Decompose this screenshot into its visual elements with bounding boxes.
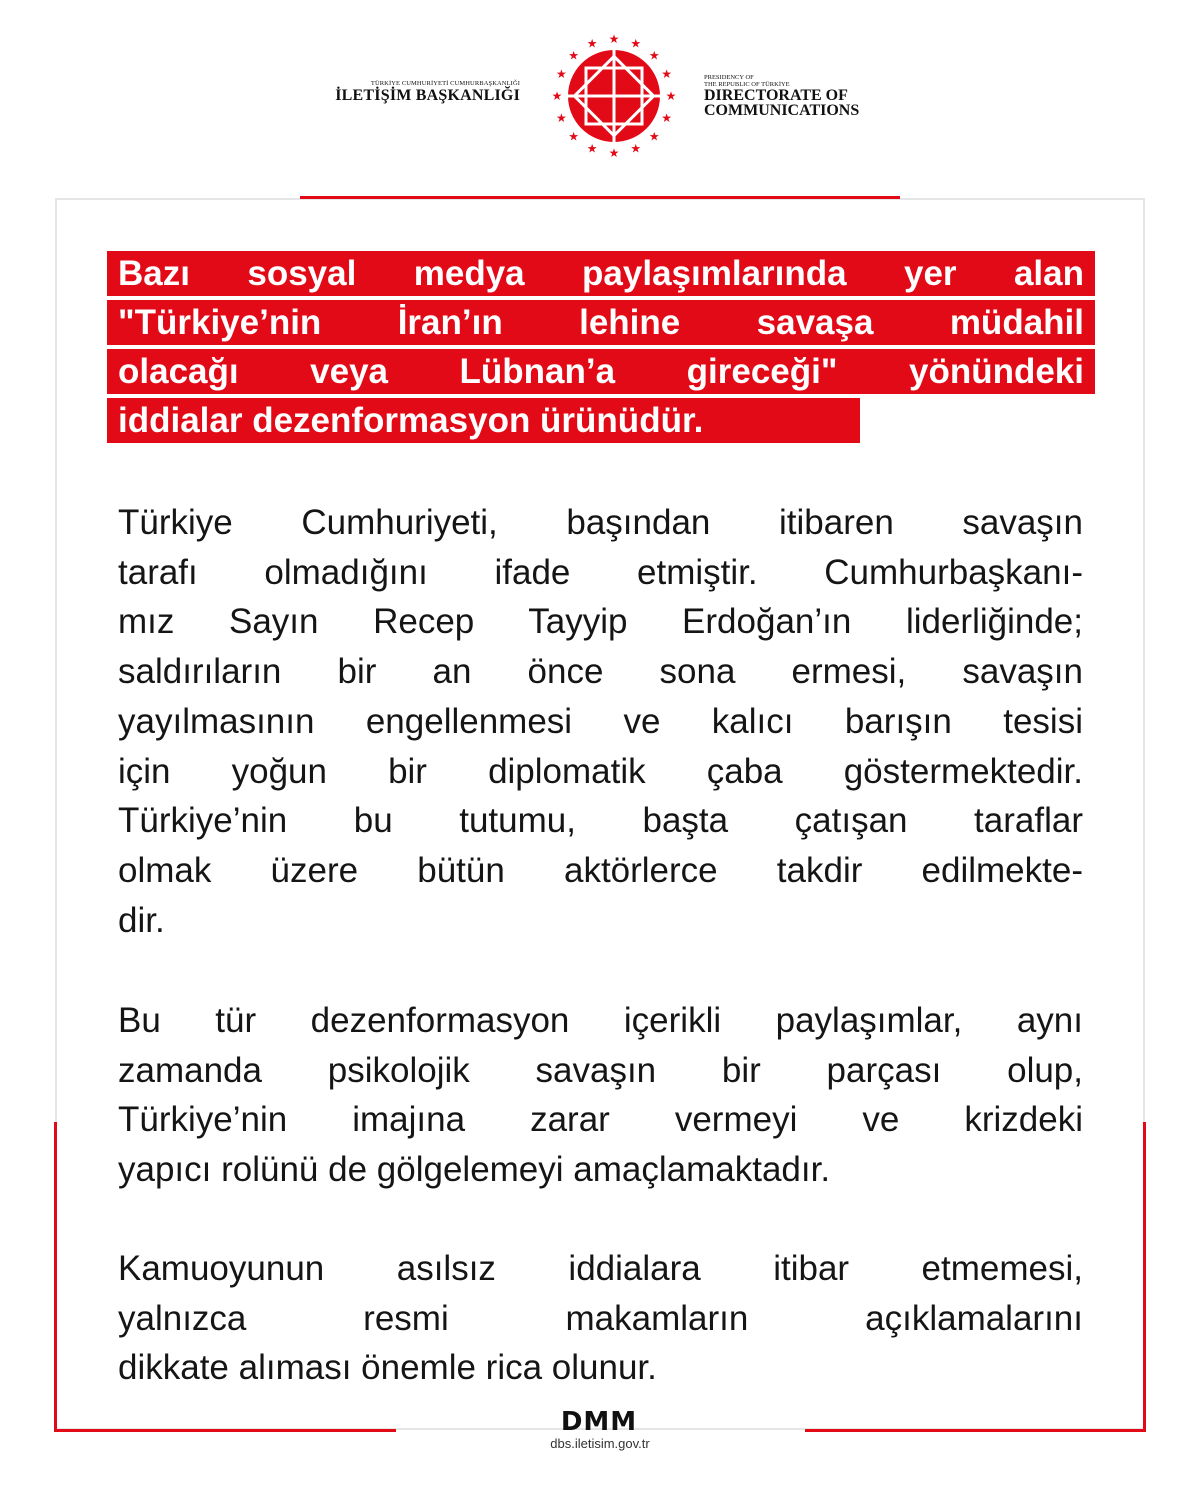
iletisim-baskanligi-wordmark [330,80,520,105]
star-icon: ★ [551,89,563,103]
body-line: dir. [118,900,165,940]
body-line: Türkiye’nin bu tutumu, başta çatışan taraflar [118,801,1083,841]
frame-accent-right [1143,1122,1146,1432]
body-line: dikkate alıması önemle rica olunur. [118,1348,657,1388]
star-icon: ★ [555,67,567,82]
body-line: yalnızca resmi makamların açıklamalarını [118,1298,1083,1338]
dmm-logo: DMM [560,1407,638,1437]
body-line: Bu tür dezenformasyon içerikli paylaşımlar, aynı [118,1001,1083,1040]
presidency-emblem-icon [548,34,680,158]
star-icon: ★ [630,141,642,156]
frame-accent-bottom-left [54,1429,396,1432]
wordmark-big-1: DIRECTORATE OF [704,87,848,104]
body-line: Kamuoyunun asılsız iddialara itibar etmemesi, [118,1249,1083,1288]
star-icon: ★ [665,89,677,103]
star-icon: ★ [568,48,580,63]
star-icon: ★ [608,34,620,46]
star-icon: ★ [586,36,598,51]
star-icon: ★ [661,110,673,125]
headline-line: iddialar dezenformasyon ürünüdür. [107,398,860,443]
body-line: için yoğun bir diplomatik çaba göstermektedir. [118,751,1083,791]
star-icon: ★ [648,129,660,144]
star-icon: ★ [555,110,567,125]
wordmark-subtitle: TÜRKİYE CUMHURİYETİ CUMHURBAŞKANLIĞI [370,80,520,87]
body-line: saldırıların bir an önce sona ermesi, savaşın [118,652,1083,692]
star-icon: ★ [661,67,673,82]
wordmark-title: İLETİŞİM BAŞKANLIĞI [335,87,520,104]
wordmark-small-2: THE REPUBLIC OF TÜRKİYE [704,81,790,88]
body-line: zamanda psikolojik savaşın bir parçası olup, [118,1050,1083,1090]
body-line: mız Sayın Recep Tayyip Erdoğan’ın liderliğinde; [118,602,1083,642]
star-icon: ★ [630,36,642,51]
body-line: tarafı olmadığını ifade etmiştir. Cumhurbaşkanı- [118,552,1083,592]
wordmark-small-1: PRESIDENCY OF [704,74,754,81]
star-icon: ★ [608,146,620,158]
star-icon: ★ [586,141,598,156]
body-line: olmak üzere bütün aktörlerce takdir edilmekte- [118,850,1083,890]
headline-line: olacağı veya Lübnan’a gireceği" yönündeki [107,349,1095,394]
body-line: Türkiye’nin imajına zarar vermeyi ve krizdeki [118,1100,1083,1140]
headline-line: "Türkiye’nin İran’ın lehine savaşa müdahil [107,300,1095,345]
frame-accent-left [54,1122,57,1432]
directorate-wordmark [704,74,859,118]
body-line: Türkiye Cumhuriyeti, başından itibaren savaşın [118,503,1083,542]
headline-line: Bazı sosyal medya paylaşımlarında yer alan [107,251,1095,296]
star-icon: ★ [648,48,660,63]
frame-accent-bottom-right [805,1429,1146,1432]
body-line: yayılmasının engellenmesi ve kalıcı barışın tesisi [118,701,1083,741]
wordmark-big-2: COMMUNICATIONS [704,102,860,119]
body-line: yapıcı rolünü de gölgelemeyi amaçlamaktadır. [118,1150,831,1190]
frame-accent-top [300,196,900,199]
star-icon: ★ [568,129,580,144]
footer-url[interactable]: dbs.iletisim.gov.tr [550,1436,650,1451]
